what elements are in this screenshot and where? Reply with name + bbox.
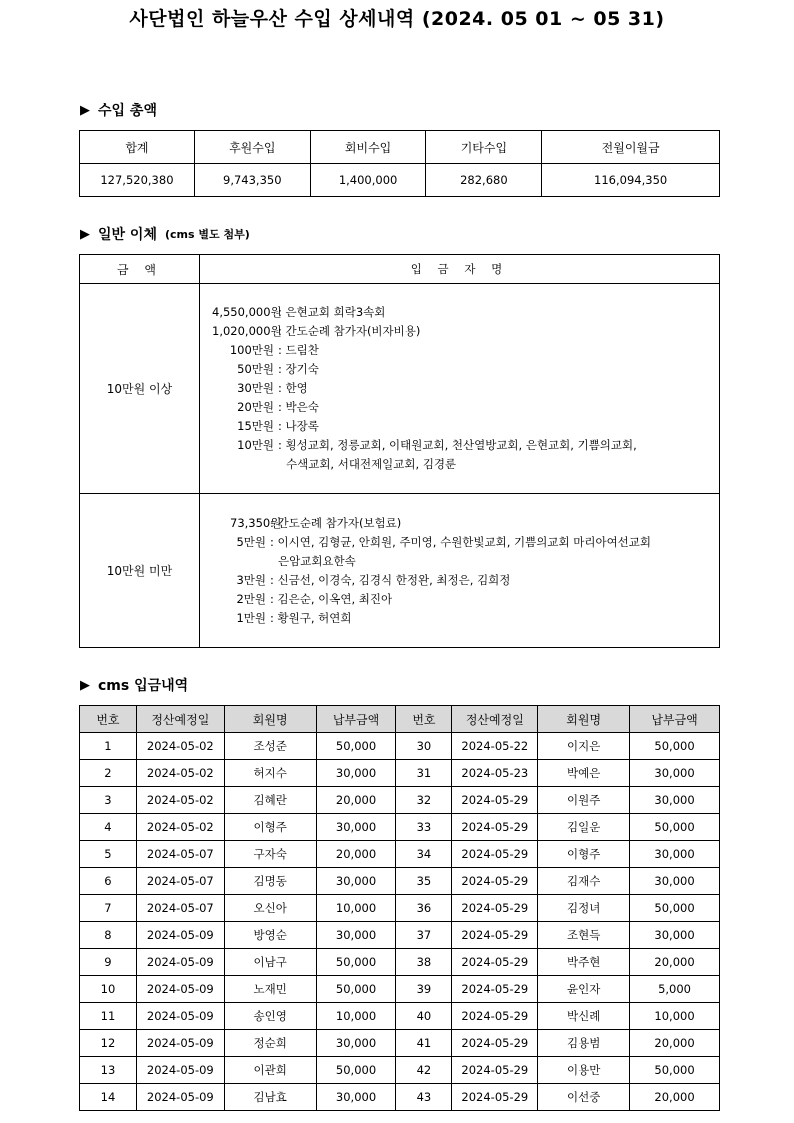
transfer-names: : 장기숙	[278, 362, 319, 376]
general-section-heading	[80, 224, 250, 244]
row-member-right: 이원주	[538, 787, 630, 814]
row-date-right: 2024-05-29	[452, 949, 538, 976]
row-no-left: 9	[80, 949, 137, 976]
transfer-line	[212, 398, 719, 417]
row-date-left: 2024-05-09	[136, 922, 224, 949]
row-no-right: 38	[396, 949, 452, 976]
row-member-right: 윤인자	[538, 976, 630, 1003]
row-member-left: 이남구	[224, 949, 316, 976]
summary-header-row	[80, 131, 720, 164]
row-member-left: 허지수	[224, 760, 316, 787]
table-row	[80, 1030, 720, 1057]
row-member-right: 김재수	[538, 868, 630, 895]
row-no-right: 30	[396, 733, 452, 760]
table-row	[80, 1057, 720, 1084]
row-no-right: 40	[396, 1003, 452, 1030]
row-amount-left: 30,000	[316, 814, 396, 841]
row-no-left: 6	[80, 868, 137, 895]
row-member-left: 김혜란	[224, 787, 316, 814]
cms-heading-text: cms 입금내역	[98, 678, 189, 694]
summary-value-total: 127,520,380	[80, 164, 195, 197]
row-amount-right: 20,000	[630, 1084, 720, 1111]
row-date-right: 2024-05-29	[452, 895, 538, 922]
transfer-names: : 간도순례 참가자(보험료)	[270, 515, 402, 530]
transfer-amount: 30만원	[237, 381, 274, 395]
row-no-right: 42	[396, 1057, 452, 1084]
transfer-line	[212, 436, 719, 455]
row-amount-right: 30,000	[630, 868, 720, 895]
row-amount-right: 50,000	[630, 895, 720, 922]
summary-value-carryover: 116,094,350	[542, 164, 720, 197]
row-date-right: 2024-05-29	[452, 868, 538, 895]
transfer-amount: 5만원	[236, 534, 266, 549]
transfer-amount: 3만원	[236, 572, 266, 587]
triangle-bullet-icon: ▶	[80, 226, 90, 242]
triangle-bullet-icon: ▶	[80, 677, 90, 693]
cms-section-heading	[80, 675, 188, 695]
summary-header-membership: 회비수입	[310, 131, 426, 164]
row-no-right: 36	[396, 895, 452, 922]
row-no-left: 14	[80, 1084, 137, 1111]
row-member-right: 김용범	[538, 1030, 630, 1057]
row-date-left: 2024-05-02	[136, 733, 224, 760]
transfer-names: : 드림찬	[278, 343, 319, 357]
under-100k-lines	[230, 514, 719, 628]
row-no-left: 13	[80, 1057, 137, 1084]
amount-column-header: 금 액	[80, 255, 200, 284]
summary-header-carryover: 전월이월금	[542, 131, 720, 164]
transfer-names: : 신금선, 이경숙, 김경식 한정완, 최정은, 김희정	[270, 572, 511, 587]
row-amount-left: 30,000	[316, 1030, 396, 1057]
row-date-left: 2024-05-02	[136, 760, 224, 787]
row-amount-left: 30,000	[316, 922, 396, 949]
row-amount-right: 30,000	[630, 841, 720, 868]
transfer-line	[212, 417, 719, 436]
row-date-left: 2024-05-07	[136, 895, 224, 922]
transfer-amount: 15만원	[237, 419, 274, 433]
summary-section-heading	[80, 100, 157, 120]
row-member-right: 이지은	[538, 733, 630, 760]
transfer-line	[230, 609, 719, 628]
cms-table-body	[80, 733, 720, 1111]
general-heading-note: (cms 별도 첨부)	[164, 228, 250, 241]
row-member-right: 김일운	[538, 814, 630, 841]
cms-header-date-left: 정산예정일	[136, 706, 224, 733]
row-date-left: 2024-05-09	[136, 1084, 224, 1111]
row-date-right: 2024-05-23	[452, 760, 538, 787]
under-100k-row	[80, 494, 720, 648]
cms-header-amount-left: 납부금액	[316, 706, 396, 733]
transfer-amount: 2만원	[236, 591, 266, 606]
row-date-left: 2024-05-09	[136, 1057, 224, 1084]
row-member-left: 송인영	[224, 1003, 316, 1030]
row-amount-left: 10,000	[316, 895, 396, 922]
general-heading-text: 일반 이체	[98, 227, 157, 243]
transfer-amount: 10만원	[237, 438, 274, 452]
row-member-left: 오신아	[224, 895, 316, 922]
table-row	[80, 760, 720, 787]
row-member-right: 박예은	[538, 760, 630, 787]
transfer-names: : 은현교회 희락3속회	[278, 305, 386, 319]
table-row	[80, 895, 720, 922]
row-no-right: 39	[396, 976, 452, 1003]
transfer-names: : 나장록	[278, 419, 319, 433]
row-date-right: 2024-05-29	[452, 922, 538, 949]
row-member-left: 이형주	[224, 814, 316, 841]
transfer-line	[212, 379, 719, 398]
summary-header-other: 기타수입	[426, 131, 542, 164]
row-no-left: 10	[80, 976, 137, 1003]
depositor-column-header: 입 금 자 명	[200, 255, 720, 284]
triangle-bullet-icon: ▶	[80, 102, 90, 118]
summary-header-total: 합계	[80, 131, 195, 164]
row-amount-right: 10,000	[630, 1003, 720, 1030]
summary-header-donation: 후원수입	[194, 131, 310, 164]
transfer-names: 은암교회요한속	[278, 553, 356, 568]
row-no-right: 33	[396, 814, 452, 841]
transfer-amount: 73,350원	[230, 515, 282, 530]
row-amount-left: 10,000	[316, 1003, 396, 1030]
row-date-left: 2024-05-02	[136, 787, 224, 814]
row-no-left: 4	[80, 814, 137, 841]
row-member-right: 김정녀	[538, 895, 630, 922]
row-date-right: 2024-05-29	[452, 1084, 538, 1111]
row-no-right: 43	[396, 1084, 452, 1111]
summary-value-row	[80, 164, 720, 197]
transfer-names: : 횡성교회, 정릉교회, 이태원교회, 천산열방교회, 은현교회, 기쁨의교회,	[278, 438, 637, 452]
transfer-names: : 간도순례 참가자(비자비용)	[278, 324, 421, 338]
cms-header-no-left: 번호	[80, 706, 137, 733]
page-title: 사단법인 하늘우산 수입 상세내역 (2024. 05 01 ~ 05 31)	[129, 8, 665, 30]
transfer-line	[212, 341, 719, 360]
over-100k-list	[200, 284, 720, 494]
row-amount-left: 30,000	[316, 760, 396, 787]
transfer-names: : 황원구, 허연희	[270, 610, 352, 625]
transfer-amount: 50만원	[237, 362, 274, 376]
over-100k-lines	[212, 303, 719, 474]
row-date-right: 2024-05-22	[452, 733, 538, 760]
row-amount-left: 50,000	[316, 733, 396, 760]
summary-value-other: 282,680	[426, 164, 542, 197]
row-member-right: 조현득	[538, 922, 630, 949]
row-amount-right: 30,000	[630, 922, 720, 949]
row-date-right: 2024-05-29	[452, 787, 538, 814]
transfer-amount: 20만원	[237, 400, 274, 414]
under-100k-label: 10만원 미만	[80, 494, 200, 648]
row-amount-right: 50,000	[630, 733, 720, 760]
transfer-line	[230, 590, 719, 609]
row-member-right: 박주현	[538, 949, 630, 976]
row-amount-left: 50,000	[316, 949, 396, 976]
row-no-left: 3	[80, 787, 137, 814]
cms-header-member-left: 회원명	[224, 706, 316, 733]
cms-header-row	[80, 706, 720, 733]
row-member-left: 구자숙	[224, 841, 316, 868]
row-amount-left: 30,000	[316, 868, 396, 895]
row-no-left: 7	[80, 895, 137, 922]
row-no-right: 31	[396, 760, 452, 787]
row-member-left: 정순희	[224, 1030, 316, 1057]
over-100k-label: 10만원 이상	[80, 284, 200, 494]
row-date-right: 2024-05-29	[452, 814, 538, 841]
transfer-line	[212, 360, 719, 379]
row-member-left: 노재민	[224, 976, 316, 1003]
over-100k-row	[80, 284, 720, 494]
row-no-right: 37	[396, 922, 452, 949]
row-member-right: 이선중	[538, 1084, 630, 1111]
row-no-right: 41	[396, 1030, 452, 1057]
transfer-names: : 한영	[278, 381, 308, 395]
transfer-line	[212, 322, 719, 341]
row-date-right: 2024-05-29	[452, 1057, 538, 1084]
row-member-right: 박신례	[538, 1003, 630, 1030]
row-amount-right: 50,000	[630, 814, 720, 841]
row-date-right: 2024-05-29	[452, 976, 538, 1003]
row-amount-left: 20,000	[316, 787, 396, 814]
row-amount-right: 50,000	[630, 1057, 720, 1084]
row-date-left: 2024-05-09	[136, 1003, 224, 1030]
row-date-left: 2024-05-09	[136, 949, 224, 976]
transfer-names: : 이시연, 김형균, 안희원, 주미영, 수원한빛교회, 기쁨의교회 마리아여선교회	[270, 534, 652, 549]
row-member-left: 김남효	[224, 1084, 316, 1111]
transfer-line	[230, 571, 719, 590]
transfer-line	[230, 552, 719, 571]
cms-header-date-right: 정산예정일	[452, 706, 538, 733]
summary-value-membership: 1,400,000	[310, 164, 426, 197]
table-row	[80, 868, 720, 895]
row-date-right: 2024-05-29	[452, 841, 538, 868]
row-no-left: 2	[80, 760, 137, 787]
transfer-names: : 김은순, 이옥연, 최진아	[270, 591, 393, 606]
row-date-left: 2024-05-09	[136, 1030, 224, 1057]
row-no-left: 5	[80, 841, 137, 868]
row-member-left: 조성준	[224, 733, 316, 760]
general-header-row	[80, 255, 720, 284]
transfer-amount: 1만원	[236, 610, 266, 625]
row-no-left: 11	[80, 1003, 137, 1030]
row-amount-left: 30,000	[316, 1084, 396, 1111]
row-member-left: 김명동	[224, 868, 316, 895]
table-row	[80, 841, 720, 868]
row-no-right: 34	[396, 841, 452, 868]
table-row	[80, 733, 720, 760]
row-date-right: 2024-05-29	[452, 1003, 538, 1030]
cms-header-member-right: 회원명	[538, 706, 630, 733]
row-member-right: 이용만	[538, 1057, 630, 1084]
transfer-line	[230, 533, 719, 552]
transfer-names: 수색교회, 서대전제일교회, 김경룬	[286, 457, 457, 471]
row-amount-right: 20,000	[630, 949, 720, 976]
table-row	[80, 1084, 720, 1111]
row-amount-left: 50,000	[316, 1057, 396, 1084]
table-row	[80, 976, 720, 1003]
row-amount-left: 50,000	[316, 976, 396, 1003]
table-row	[80, 1003, 720, 1030]
row-no-right: 35	[396, 868, 452, 895]
table-row	[80, 814, 720, 841]
row-member-right: 이형주	[538, 841, 630, 868]
under-100k-list	[200, 494, 720, 648]
cms-header-amount-right: 납부금액	[630, 706, 720, 733]
row-date-left: 2024-05-09	[136, 976, 224, 1003]
cms-header-no-right: 번호	[396, 706, 452, 733]
row-member-left: 이관희	[224, 1057, 316, 1084]
row-no-left: 12	[80, 1030, 137, 1057]
general-transfer-table	[79, 254, 720, 648]
cms-deposit-table	[79, 705, 720, 1111]
row-no-left: 1	[80, 733, 137, 760]
row-amount-right: 20,000	[630, 1030, 720, 1057]
transfer-amount: 1,020,000원	[212, 324, 282, 338]
table-row	[80, 787, 720, 814]
row-amount-right: 30,000	[630, 787, 720, 814]
row-no-left: 8	[80, 922, 137, 949]
row-date-right: 2024-05-29	[452, 1030, 538, 1057]
row-member-left: 방영순	[224, 922, 316, 949]
row-amount-left: 20,000	[316, 841, 396, 868]
transfer-line	[212, 455, 719, 474]
row-date-left: 2024-05-07	[136, 841, 224, 868]
transfer-amount: 4,550,000원	[212, 305, 282, 319]
summary-value-donation: 9,743,350	[194, 164, 310, 197]
transfer-line	[230, 514, 719, 533]
transfer-names: : 박은숙	[278, 400, 319, 414]
row-amount-right: 30,000	[630, 760, 720, 787]
summary-table	[79, 130, 720, 197]
table-row	[80, 949, 720, 976]
transfer-amount: 100만원	[229, 343, 274, 357]
transfer-line	[212, 303, 719, 322]
summary-heading-text: 수입 총액	[98, 103, 157, 119]
row-date-left: 2024-05-07	[136, 868, 224, 895]
row-date-left: 2024-05-02	[136, 814, 224, 841]
row-no-right: 32	[396, 787, 452, 814]
table-row	[80, 922, 720, 949]
row-amount-right: 5,000	[630, 976, 720, 1003]
